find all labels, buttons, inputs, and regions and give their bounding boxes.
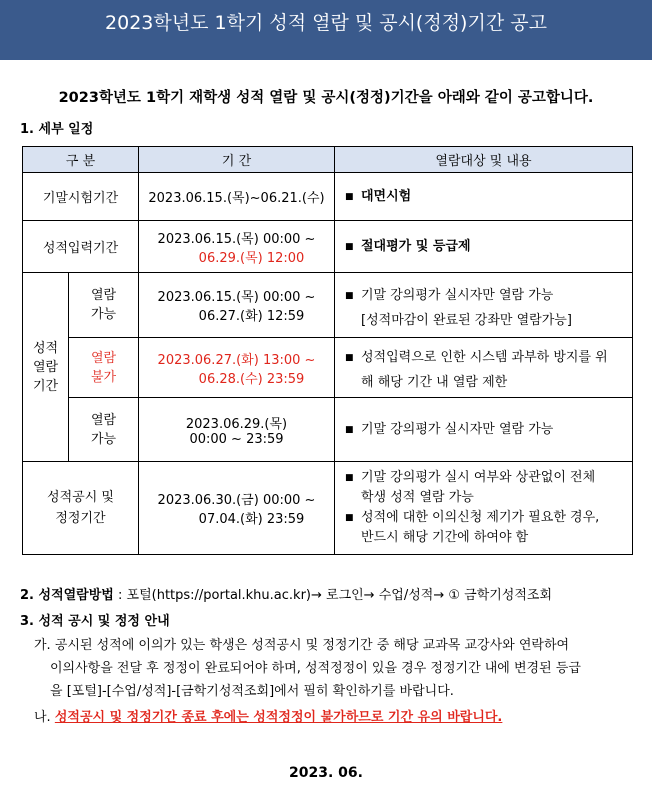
- table-row: [23, 462, 633, 555]
- period-input: 2023.06.15.(목) 00:00 ~ 06.29.(목) 12:00: [139, 221, 335, 273]
- bullet-icon: ■: [345, 290, 354, 301]
- bullet-icon: ■: [345, 353, 354, 363]
- table-row: [23, 273, 633, 338]
- table-header-row: [23, 147, 633, 173]
- period-view2: 2023.06.27.(화) 13:00 ~ 06.28.(수) 23:59: [139, 338, 335, 398]
- section1-title: 1. 세부 일정: [20, 122, 94, 137]
- table-row: [23, 398, 633, 462]
- row-label-view1: 열람 가능: [69, 273, 139, 338]
- section2-label: 2. 성적열람방법: [20, 588, 114, 603]
- row-label-view2: 열람 불가: [69, 338, 139, 398]
- row-label-view3: 열람 가능: [69, 398, 139, 462]
- banner-title: 2023학년도 1학기 성적 열람 및 공시(정정)기간 공고: [105, 12, 547, 34]
- period-view1: 2023.06.15.(목) 00:00 ~ 06.27.(화) 12:59: [139, 273, 335, 338]
- section2-text: : 포털(https://portal.khu.ac.kr)→ 로그인→ 수업/성적→ ① 금학기성적조회: [118, 588, 553, 603]
- section2-line: [20, 584, 552, 603]
- header-period: 기 간: [139, 147, 335, 173]
- content-input: ■ 절대평가 및 등급제: [335, 221, 633, 273]
- section3-item-na: 나. 성적공시 및 정정기간 종료 후에는 성적정정이 불가하므로 기간 유의 바랍니다.: [34, 710, 503, 725]
- announcement-date: 2023. 06.: [289, 765, 363, 781]
- row-label-public: 성적공시 및 정정기간: [23, 462, 139, 555]
- lead-sentence: 2023학년도 1학기 재학생 성적 열람 및 공시(정정)기간을 아래와 같이 공고합니다.: [58, 90, 594, 106]
- header-content: 열람대상 및 내용: [335, 147, 633, 173]
- table-row: [23, 221, 633, 273]
- table-row: [23, 173, 633, 221]
- section3-title: 3. 성적 공시 및 정정 안내: [20, 614, 170, 629]
- content-exam: ■ 대면시험: [335, 173, 633, 221]
- bullet-icon: ■: [345, 424, 354, 435]
- content-view3: ■ 기말 강의평가 실시자만 열람 가능: [335, 398, 633, 462]
- content-view2: ■ 성적입력으로 인한 시스템 과부하 방지를 위 해 해당 기간 내 열람 제한: [335, 338, 633, 398]
- period-view3: 2023.06.29.(목) 00:00 ~ 23:59: [139, 398, 335, 462]
- period-public: 2023.06.30.(금) 00:00 ~ 07.04.(화) 23:59: [139, 462, 335, 555]
- row-label-exam: 기말시험기간: [23, 173, 139, 221]
- table-row: [23, 338, 633, 398]
- bullet-icon: ■: [345, 191, 354, 202]
- content-view1: ■ 기말 강의평가 실시자만 열람 가능 [성적마감이 완료된 강좌만 열람가능]: [335, 273, 633, 338]
- bullet-icon: ■: [345, 473, 354, 483]
- schedule-table: [22, 146, 633, 555]
- bullet-icon: ■: [345, 513, 354, 523]
- period-exam: 2023.06.15.(목)~06.21.(수): [139, 173, 335, 221]
- content-public: ■ 기말 강의평가 실시 여부와 상관없이 전체 학생 성적 열람 가능 ■ 성적에 대한 이의신청 제기가 필요한 경우, 반드시 해당 기간에 하여야 함: [335, 462, 633, 555]
- announcement-banner: [0, 0, 652, 60]
- header-category: 구 분: [23, 147, 139, 173]
- warning-text: 성적공시 및 정정기간 종료 후에는 성적정정이 불가하므로 기간 유의 바랍니다.: [54, 710, 503, 725]
- section3-item-ga: 가. 공시된 성적에 이의가 있는 학생은 성적공시 및 정정기간 중 해당 교과목 교강사와 연락하여 이의사항을 전달 후 정정이 완료되어야 하며, 성적정정이 있을 경우 정정기간 내에 변경된 등급 을 [포털]-[수업/성적]-[금학기성적조회]에서 필히 확인하기를 바랍니다.: [34, 638, 581, 699]
- bullet-icon: ■: [345, 241, 354, 252]
- row-label-view-group: 성적 열람 기간: [23, 273, 69, 462]
- row-label-input: 성적입력기간: [23, 221, 139, 273]
